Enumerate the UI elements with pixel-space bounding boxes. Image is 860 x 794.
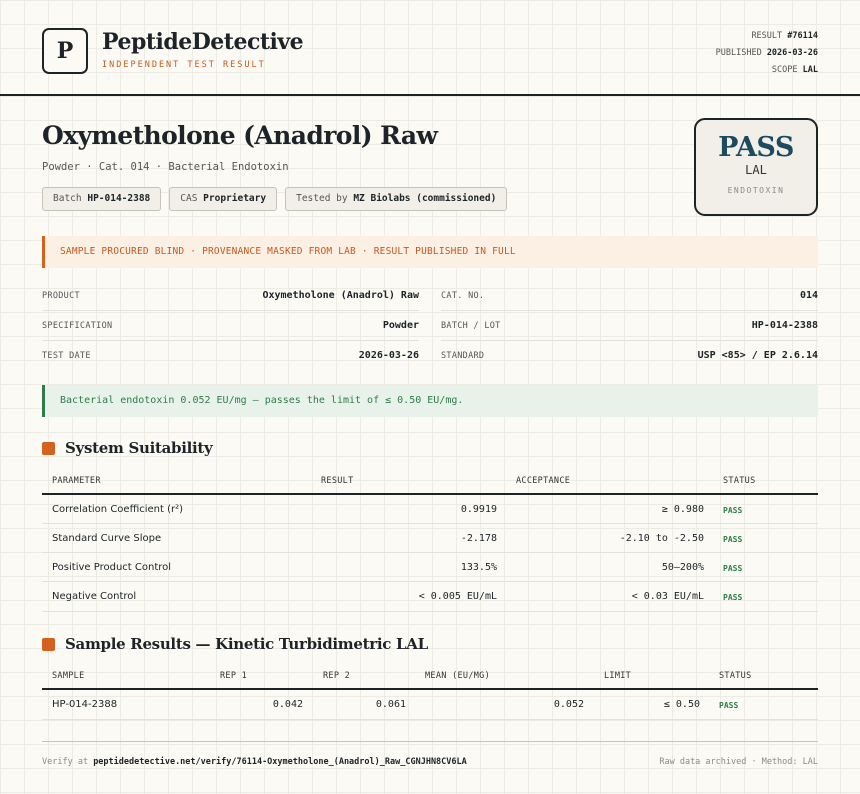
col-header: REP 2 [323, 671, 351, 681]
cell-limit: ≤ 0.50 [663, 699, 700, 710]
cell-parameter: Positive Product Control [52, 562, 172, 573]
verdict-word: PASS [718, 132, 794, 163]
cell-result: 133.5% [460, 562, 497, 573]
status-badge: PASS [723, 564, 743, 573]
report-footer [42, 741, 818, 767]
info-specification [42, 311, 419, 341]
meta-published [716, 45, 818, 62]
info-label: CAT. NO. [441, 291, 485, 301]
col-header: LIMIT [604, 671, 632, 681]
col-header: SAMPLE [52, 671, 85, 681]
cell-parameter: Negative Control [52, 591, 137, 602]
samples-table-header [42, 665, 818, 690]
cell-result: 0.9919 [460, 504, 497, 515]
meta-result-label: RESULT [751, 31, 783, 41]
info-label: STANDARD [441, 351, 485, 361]
info-label: BATCH / LOT [441, 321, 501, 331]
info-value: HP-014-2388 [751, 320, 818, 331]
status-badge: PASS [723, 593, 743, 602]
meta-scope [716, 62, 818, 79]
meta-scope-value: LAL [802, 65, 818, 75]
verdict-category: ENDOTOXIN [727, 186, 785, 195]
table-row [42, 524, 818, 553]
col-header: ACCEPTANCE [516, 476, 571, 486]
chip-label: CAS [180, 193, 198, 204]
verify-prefix: Verify at [42, 757, 89, 767]
info-label: TEST DATE [42, 351, 91, 361]
status-badge: PASS [723, 535, 743, 544]
tested-by-chip [285, 187, 507, 211]
info-test-date [42, 341, 419, 371]
chip-value: Proprietary [203, 193, 267, 204]
col-header: STATUS [719, 671, 752, 681]
meta-scope-label: SCOPE [771, 65, 798, 75]
info-value: 014 [799, 290, 818, 301]
cell-result: < 0.005 EU/mL [418, 591, 497, 602]
cell-parameter: Standard Curve Slope [52, 533, 162, 544]
col-header: STATUS [723, 476, 756, 486]
product-subtitle: Powder · Cat. 014 · Bacterial Endotoxin [42, 161, 289, 173]
section-marker-icon [42, 638, 55, 651]
col-header: MEAN (EU/MG) [425, 671, 491, 681]
cell-acceptance: < 0.03 EU/mL [631, 591, 704, 602]
section-title: System Suitability [65, 439, 213, 457]
info-standard [441, 341, 818, 371]
section-title: Sample Results — Kinetic Turbidimetric LAL [65, 635, 428, 653]
table-row [42, 495, 818, 524]
info-batch-lot [441, 311, 818, 341]
table-row [42, 553, 818, 582]
info-value: USP <85> / EP 2.6.14 [697, 350, 818, 361]
meta-result [716, 28, 818, 45]
status-badge: PASS [723, 506, 743, 515]
cell-rep2: 0.061 [375, 699, 406, 710]
meta-result-value: #76114 [787, 31, 818, 41]
product-title: Oxymetholone (Anadrol) Raw [42, 121, 438, 150]
table-row [42, 690, 818, 720]
brand-name: PeptideDetective [102, 29, 304, 55]
cell-rep1: 0.042 [272, 699, 303, 710]
cell-acceptance: ≥ 0.980 [661, 504, 704, 515]
procurement-notice: SAMPLE PROCURED BLIND · PROVENANCE MASKED FROM LAB · RESULT PUBLISHED IN FULL [42, 236, 818, 268]
info-value: Oxymetholone (Anadrol) Raw [262, 290, 419, 301]
col-header: REP 1 [220, 671, 248, 681]
samples-heading [42, 635, 428, 653]
section-marker-icon [42, 442, 55, 455]
verdict-method: LAL [745, 163, 767, 177]
chip-value: HP-014-2388 [87, 193, 151, 204]
status-badge: PASS [719, 701, 739, 710]
table-row [42, 582, 818, 612]
info-product [42, 281, 419, 311]
batch-chip [42, 187, 161, 211]
chip-label: Tested by [296, 193, 348, 204]
result-banner: Bacterial endotoxin 0.052 EU/mg — passes the limit of ≤ 0.50 EU/mg. [42, 385, 818, 417]
logo-mark: P [42, 28, 88, 74]
brand-tagline: INDEPENDENT TEST RESULT [102, 60, 266, 70]
meta-published-value: 2026-03-26 [766, 48, 818, 58]
report-meta [716, 28, 818, 79]
info-label: SPECIFICATION [42, 321, 113, 331]
report-header [0, 0, 860, 96]
meta-published-label: PUBLISHED [715, 48, 762, 58]
cell-acceptance: -2.10 to -2.50 [619, 533, 704, 544]
suitability-table-header [42, 470, 818, 495]
info-value: Powder [382, 320, 419, 331]
suitability-heading [42, 439, 212, 457]
cell-acceptance: 50–200% [661, 562, 704, 573]
cell-sample: HP-014-2388 [52, 699, 118, 710]
col-header: PARAMETER [52, 476, 101, 486]
footer-method-note: Raw data archived · Method: LAL [659, 757, 818, 767]
cas-chip [169, 187, 277, 211]
cell-parameter: Correlation Coefficient (r²) [52, 504, 184, 515]
verify-link[interactable]: peptidedetective.net/verify/76114-Oxymetholone_(Anadrol)_Raw_CGNJHN8CV6LA [93, 757, 467, 767]
info-cat-no [441, 281, 818, 311]
info-value: 2026-03-26 [358, 350, 419, 361]
chip-label: Batch [53, 193, 82, 204]
col-header: RESULT [321, 476, 354, 486]
product-chips [42, 187, 507, 211]
cell-mean: 0.052 [553, 699, 584, 710]
chip-value: MZ Biolabs (commissioned) [353, 193, 497, 204]
cell-result: -2.178 [460, 533, 497, 544]
verdict-stamp [694, 118, 818, 216]
info-label: PRODUCT [42, 291, 80, 301]
